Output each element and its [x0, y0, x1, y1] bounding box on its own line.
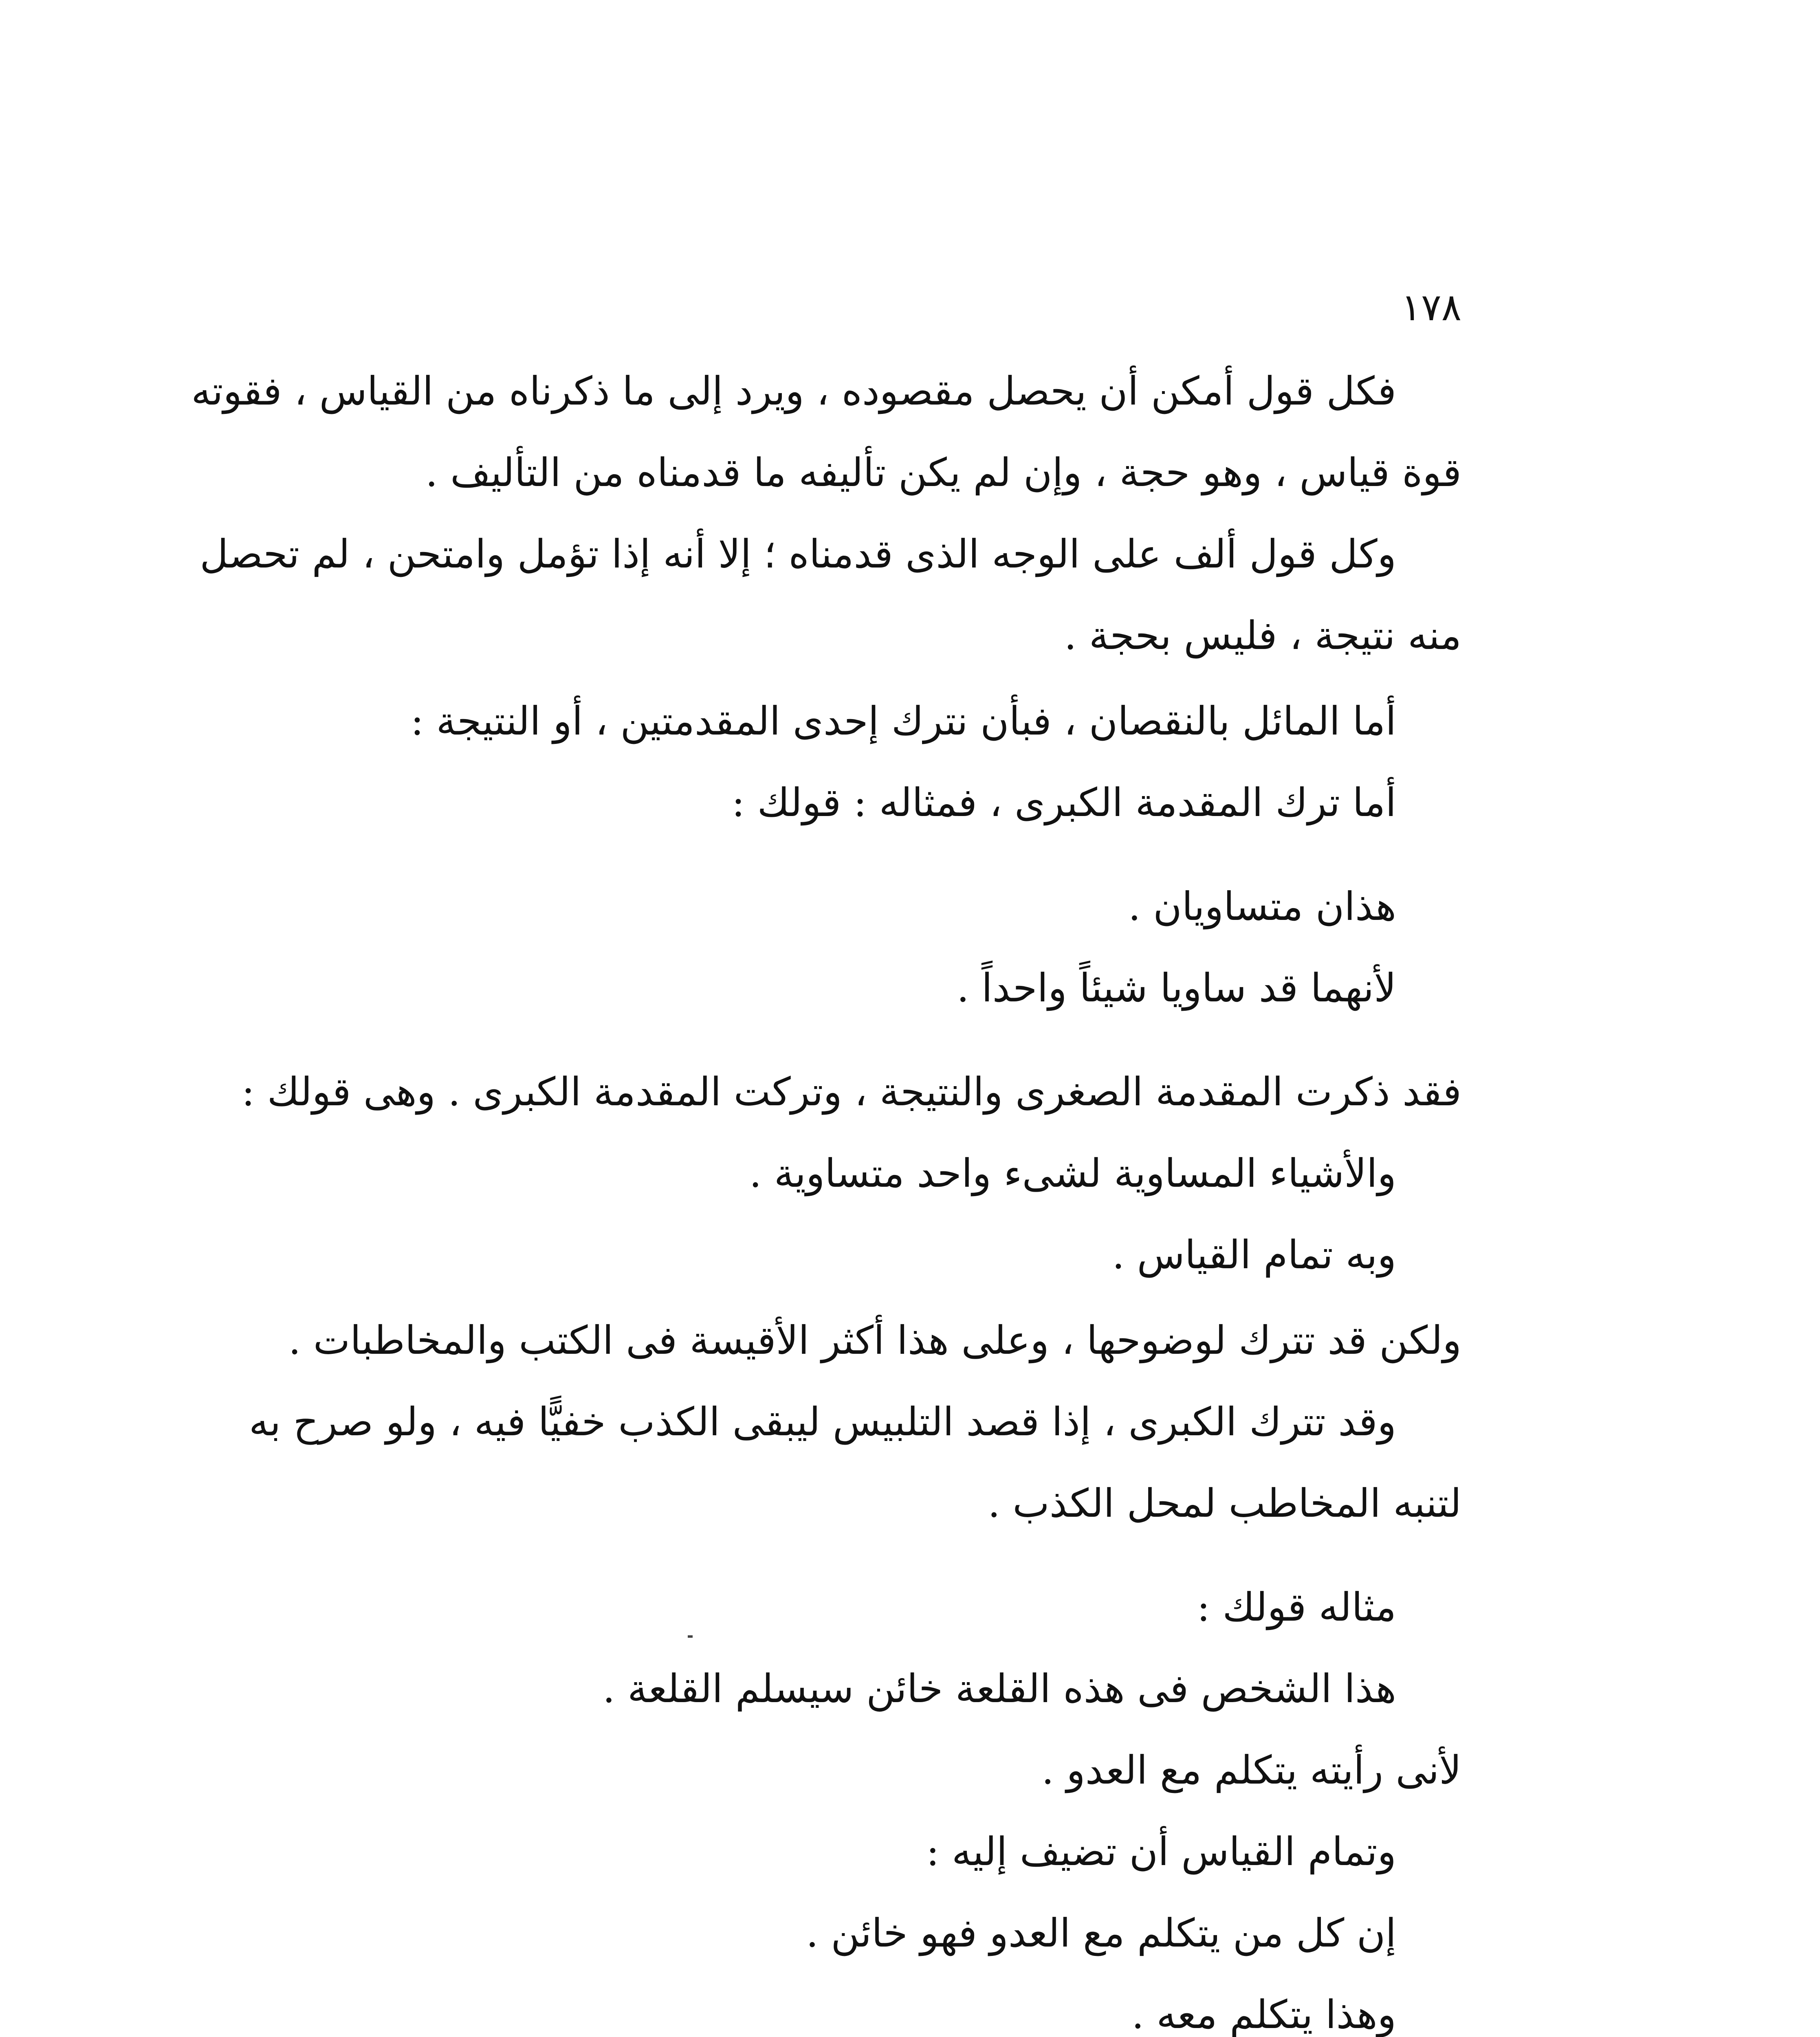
- text-line: أما المائل بالنقصان ، فبأن نترك إحدى المقدمتين ، أو النتيجة :: [410, 698, 1396, 744]
- text-line: إن كل من يتكلم مع العدو فهو خائن .: [806, 1910, 1396, 1956]
- page-number: ١٧٨: [1401, 286, 1461, 329]
- text-line: وهذا يتكلم معه .: [1131, 1992, 1396, 2037]
- text-line: وبه تمام القياس .: [1112, 1232, 1396, 1278]
- text-line: منه نتيجة ، فليس بحجة .: [1064, 613, 1461, 658]
- text-line: وقد تترك الكبرى ، إذا قصد التلبيس ليبقى الكذب خفيًّا فيه ، ولو صرح به: [249, 1399, 1396, 1445]
- text-line: لأنى رأيته يتكلم مع العدو .: [1041, 1747, 1461, 1793]
- text-line: هذان متساويان .: [1128, 884, 1396, 929]
- text-line: وتمام القياس أن تضيف إليه :: [926, 1829, 1396, 1874]
- text-line: فقد ذكرت المقدمة الصغرى والنتيجة ، وتركت المقدمة الكبرى . وهى قولك :: [241, 1069, 1461, 1115]
- text-line: ولكن قد تترك لوضوحها ، وعلى هذا أكثر الأقيسة فى الكتب والمخاطبات .: [288, 1318, 1461, 1363]
- text-line: لتنبه المخاطب لمحل الكذب .: [988, 1480, 1461, 1526]
- text-line: أما ترك المقدمة الكبرى ، فمثاله : قولك :: [731, 780, 1396, 825]
- text-line: فكل قول أمكن أن يحصل مقصوده ، ويرد إلى ما ذكرناه من القياس ، فقوته: [191, 368, 1396, 414]
- text-line: لأنهما قد ساويا شيئاً واحداً .: [957, 965, 1396, 1011]
- text-line: مثاله قولك :: [1197, 1584, 1396, 1630]
- text-line: وكل قول ألف على الوجه الذى قدمناه ؛ إلا أنه إذا تؤمل وامتحن ، لم تحصل: [200, 531, 1396, 577]
- stray-ink-mark: [688, 1635, 693, 1638]
- text-line: قوة قياس ، وهو حجة ، وإن لم يكن تأليفه ما قدمناه من التأليف .: [425, 450, 1461, 495]
- text-line: والأشياء المساوية لشىء واحد متساوية .: [749, 1150, 1396, 1196]
- text-line: هذا الشخص فى هذه القلعة خائن سيسلم القلعة .: [603, 1666, 1396, 1711]
- body-text: [191, 350, 1461, 2037]
